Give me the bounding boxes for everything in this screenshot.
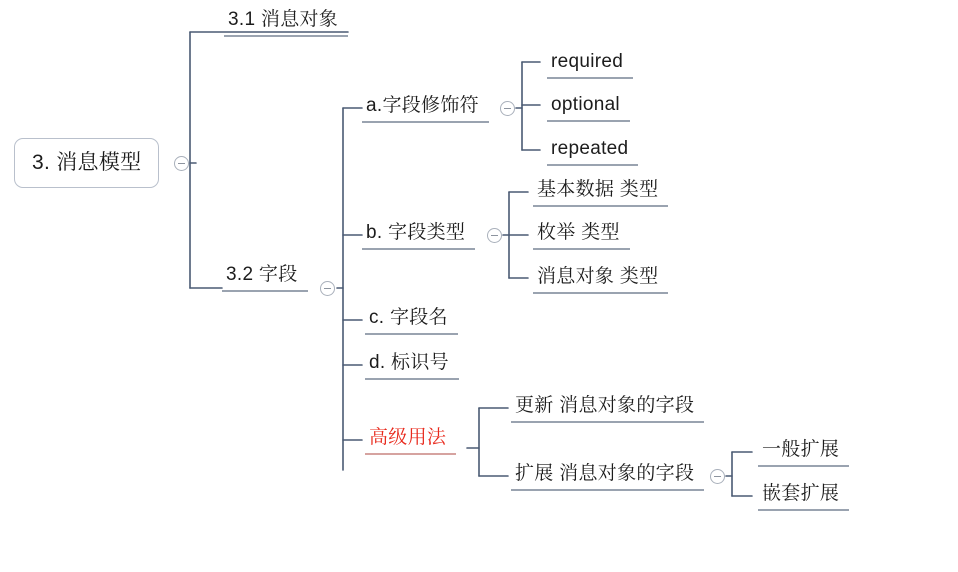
- node-3-1[interactable]: [224, 8, 348, 37]
- node-optional-label: optional: [551, 94, 620, 115]
- node-message-type[interactable]: [533, 265, 668, 294]
- node-field-type-label: b. 字段类型: [366, 222, 466, 243]
- root-label: 3. 消息模型: [32, 151, 142, 174]
- node-message-type-label: 消息对象 类型: [537, 266, 659, 287]
- node-enum-type-label: 枚举 类型: [537, 222, 620, 243]
- node-advanced-usage-label: 高级用法: [369, 427, 447, 448]
- collapse-toggle-fieldtype[interactable]: [487, 228, 502, 243]
- node-field-name-label: c. 字段名: [369, 307, 448, 328]
- node-3-2-label: 3.2 字段: [226, 264, 298, 285]
- collapse-toggle-fields[interactable]: [320, 281, 335, 296]
- mindmap-root-node[interactable]: [14, 138, 159, 188]
- node-general-extension-label: 一般扩展: [762, 439, 840, 460]
- node-update-fields-label: 更新 消息对象的字段: [515, 395, 695, 416]
- node-field-tag-label: d. 标识号: [369, 352, 449, 373]
- node-nested-extension-label: 嵌套扩展: [762, 483, 840, 504]
- node-enum-type[interactable]: [533, 221, 630, 250]
- node-3-1-label: 3.1 消息对象: [228, 9, 339, 30]
- node-repeated-label: repeated: [551, 138, 629, 159]
- node-field-name[interactable]: [365, 306, 458, 335]
- node-field-type[interactable]: [362, 221, 475, 250]
- node-field-modifier[interactable]: [362, 94, 489, 123]
- node-optional[interactable]: [547, 93, 630, 122]
- node-update-fields[interactable]: [511, 394, 704, 423]
- node-extend-fields[interactable]: [511, 462, 704, 491]
- node-advanced-usage[interactable]: [365, 426, 456, 455]
- node-required[interactable]: [547, 50, 633, 79]
- collapse-toggle-root[interactable]: [174, 156, 189, 171]
- node-repeated[interactable]: [547, 137, 638, 166]
- collapse-toggle-modifier[interactable]: [500, 101, 515, 116]
- collapse-toggle-extend[interactable]: [710, 469, 725, 484]
- node-nested-extension[interactable]: [758, 482, 849, 511]
- node-field-modifier-label: a.字段修饰符: [366, 95, 479, 116]
- node-basic-type-label: 基本数据 类型: [537, 179, 659, 200]
- node-3-2[interactable]: [222, 263, 308, 292]
- node-field-tag[interactable]: [365, 351, 459, 380]
- node-extend-fields-label: 扩展 消息对象的字段: [515, 463, 695, 484]
- node-required-label: required: [551, 51, 624, 72]
- node-basic-type[interactable]: [533, 178, 668, 207]
- node-general-extension[interactable]: [758, 438, 849, 467]
